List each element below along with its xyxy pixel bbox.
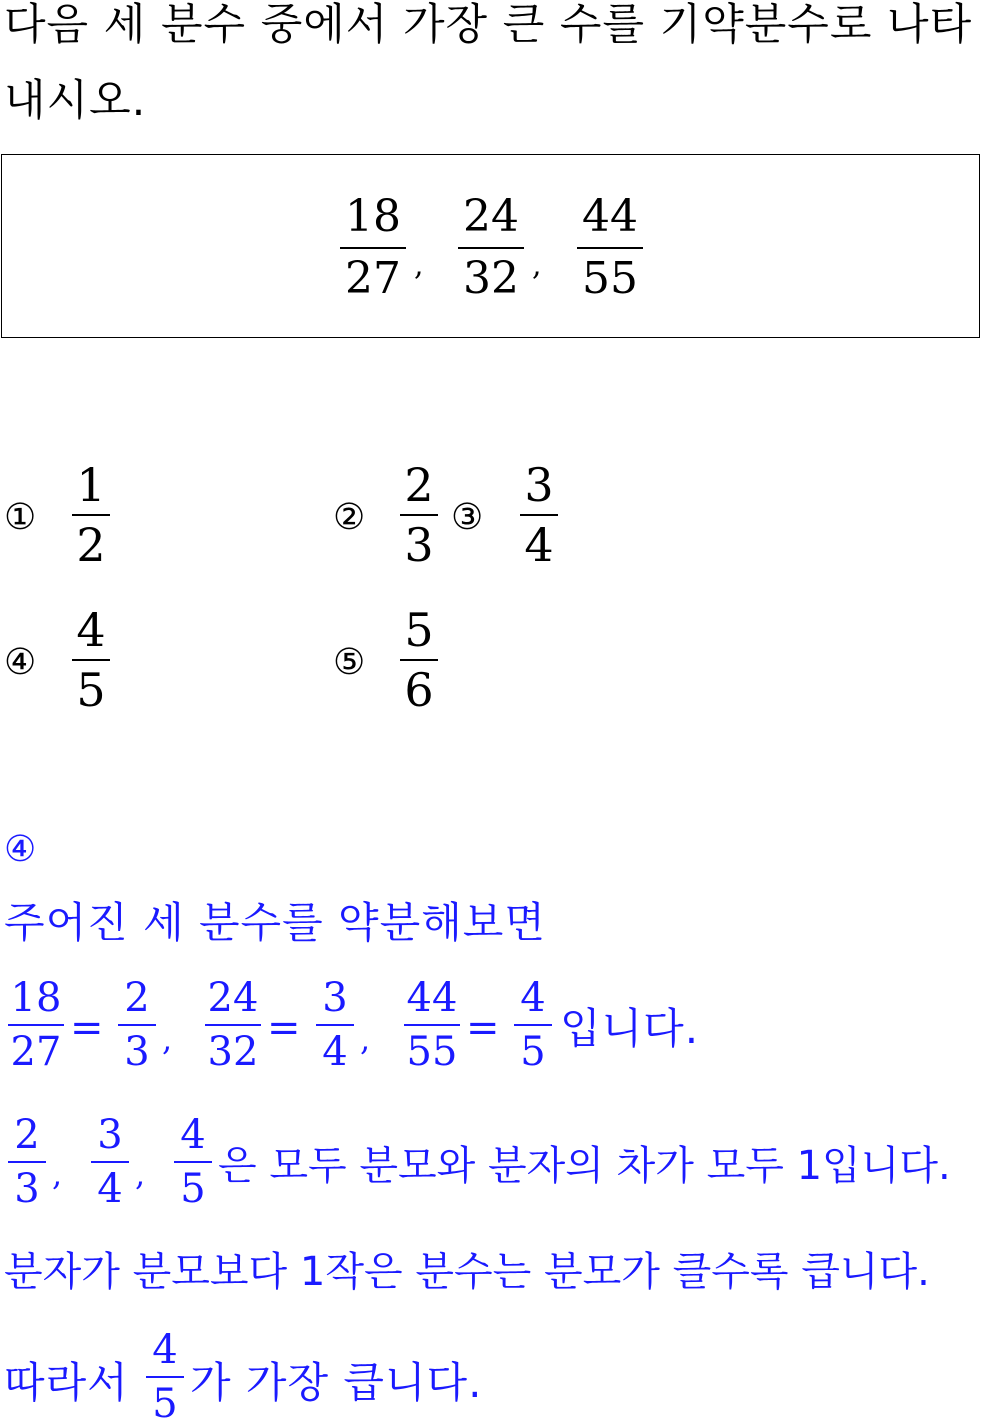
choice-2-marker[interactable]: ②	[333, 497, 366, 538]
box-fraction-1: 18 27	[340, 195, 406, 301]
reduction-1-from: 18 27	[8, 978, 64, 1072]
reduction-2-to: 3 4	[316, 978, 354, 1072]
equals-sign-1: =	[70, 1005, 104, 1051]
choice-1-fraction[interactable]: 1 2	[72, 462, 110, 568]
line3-fraction-1: 2 3	[8, 1115, 46, 1209]
line3-comma-1: ,	[52, 1155, 63, 1193]
box-comma-2: ,	[532, 248, 542, 283]
choice-3-fraction[interactable]: 3 4	[520, 462, 558, 568]
box-comma-1: ,	[414, 248, 424, 283]
reduction-comma-1: ,	[162, 1020, 173, 1058]
solution-line-5-head: 따라서	[4, 1358, 129, 1407]
box-fraction-2: 24 32	[458, 195, 524, 301]
solution-line-2-tail: 입니다.	[560, 1004, 700, 1053]
line3-fraction-2: 3 4	[91, 1115, 129, 1209]
reduction-2-from: 24 32	[205, 978, 261, 1072]
solution-line-3-tail: 은 모두 분모와 분자의 차가 모두 1입니다.	[218, 1143, 951, 1189]
reduction-3-from: 44 55	[404, 978, 460, 1072]
choice-1-marker[interactable]: ①	[4, 497, 37, 538]
line3-comma-2: ,	[135, 1155, 146, 1193]
choice-3-marker[interactable]: ③	[451, 497, 484, 538]
question-line-2: 내시오.	[4, 76, 147, 126]
choice-4-marker[interactable]: ④	[4, 642, 37, 683]
line5-fraction: 4 5	[146, 1330, 184, 1424]
reduction-1-to: 2 3	[118, 978, 156, 1072]
choice-5-fraction[interactable]: 5 6	[400, 607, 438, 713]
equals-sign-3: =	[466, 1005, 500, 1051]
choice-2-fraction[interactable]: 2 3	[400, 462, 438, 568]
choice-5-marker[interactable]: ⑤	[333, 642, 366, 683]
line3-fraction-3: 4 5	[174, 1115, 212, 1209]
equals-sign-2: =	[267, 1005, 301, 1051]
question-line-1: 다음 세 분수 중에서 가장 큰 수를 기약분수로 나타	[4, 0, 973, 50]
reduction-comma-2: ,	[360, 1020, 371, 1058]
solution-line-1: 주어진 세 분수를 약분해보면	[4, 898, 546, 947]
reduction-3-to: 4 5	[514, 978, 552, 1072]
box-fraction-3: 44 55	[577, 195, 643, 301]
solution-line-4: 분자가 분모보다 1작은 분수는 분모가 클수록 큽니다.	[4, 1249, 930, 1295]
choice-4-fraction[interactable]: 4 5	[72, 607, 110, 713]
solution-line-5-tail: 가 가장 큽니다.	[190, 1358, 483, 1407]
answer-marker: ④	[4, 829, 37, 870]
